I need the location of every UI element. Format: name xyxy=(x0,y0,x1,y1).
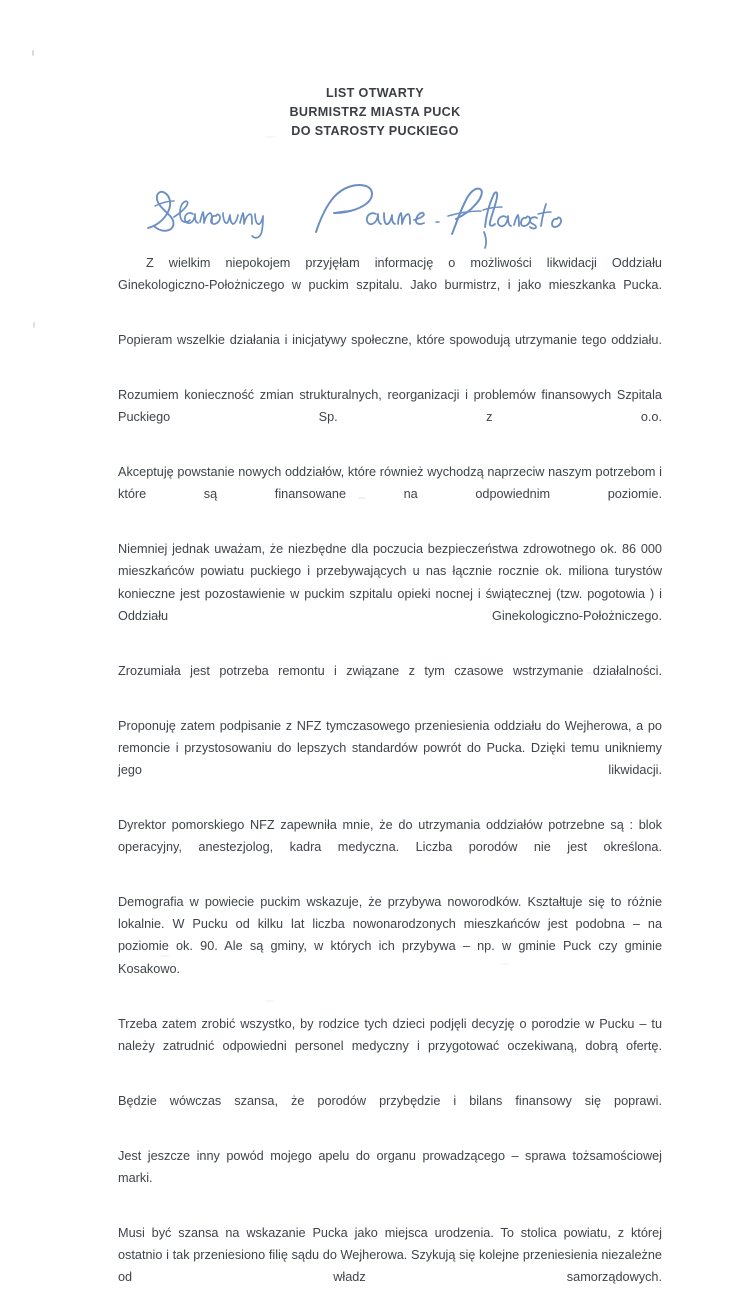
paragraph: Akceptuję powstanie nowych oddziałów, które również wychodzą naprzeciw naszym potrzebom i które są finansowane na odpowiednim poziomie. xyxy=(118,465,662,502)
paragraph: Dyrektor pomorskiego NFZ zapewniła mnie, że do utrzymania oddziałów potrzebne są : blok operacyjny, anestezjolog, kadra medyczna. Liczba porodów nie jest określona. xyxy=(118,817,662,855)
paragraph: Z wielkim niepokojem przyjęłam informację o możliwości likwidacji Oddziału Ginekologiczno-Położniczego w puckim szpitalu. Jako burmistrz, i jako mieszkanka Pucka. xyxy=(118,256,662,293)
letter-body xyxy=(118,252,662,1311)
document-heading xyxy=(0,84,750,141)
paragraph: Niemniej jednak uważam, że niezbędne dla poczucia bezpieczeństwa zdrowotnego ok. 86 000 mieszkańców powiatu puckiego i przebywających u nas łącznie rocznie ok. miliona turystów konieczne jest pozostawienie w puckim szpitalu opieki nocnej i świątecznej (tzw. pogotowia ) i Oddziału Ginekologiczno-Położniczego. xyxy=(118,542,662,623)
heading-line-1: LIST OTWARTY xyxy=(326,86,424,100)
scan-speck xyxy=(33,322,35,328)
paragraph: Rozumiem konieczność zmian strukturalnych, reorganizacji i problemów finansowych Szpitala Puckiego Sp. z o.o. xyxy=(118,388,662,425)
scan-speck xyxy=(32,50,34,56)
handwritten-salutation xyxy=(140,172,560,242)
paragraph: Demografia w powiecie puckim wskazuje, że przybywa noworodków. Kształtuje się to różnie lokalnie. W Pucku od kilku lat liczba nowonarodzonych mieszkańców jest podobna – na poziomie ok. 90. Ale są gminy, w których ich przybywa – np. w gminie Puck czy gminie Kosakowo. xyxy=(118,895,662,976)
heading-line-2: BURMISTRZ MIASTA PUCK xyxy=(289,105,461,119)
paragraph: Popieram wszelkie działania i inicjatywy społeczne, które spowodują utrzymanie tego oddziału. xyxy=(118,333,662,348)
paragraph: Proponuję zatem podpisanie z NFZ tymczasowego przeniesienia oddziału do Wejherowa, a po remoncie i przystosowaniu do lepszych standardów powrót do Pucka. Dzięki temu unikniemy jego likwidacji. xyxy=(118,718,662,778)
paragraph: Zrozumiała jest potrzeba remontu i związane z tym czasowe wstrzymanie działalności. xyxy=(118,663,662,678)
paragraph: Jest jeszcze inny powód mojego apelu do organu prowadzącego – sprawa tożsamościowej marki. xyxy=(118,1148,662,1185)
paragraph: Będzie wówczas szansa, że porodów przybędzie i bilans finansowy się poprawi. xyxy=(118,1093,662,1108)
heading-line-3: DO STAROSTY PUCKIEGO xyxy=(291,124,459,138)
paragraph: Musi być szansa na wskazanie Pucka jako miejsca urodzenia. To stolica powiatu, z której ostatnio i tak przeniesiono filię sądu do Wejherowa. Szykują się kolejne przeniesienia niezależne od władz samorządowych. xyxy=(118,1225,662,1285)
paragraph: Trzeba zatem zrobić wszystko, by rodzice tych dzieci podjęli decyzję o porodzie w Pucku – tu należy zatrudnić odpowiedni personel medyczny i przygotować oczekiwaną, dobrą ofertę. xyxy=(118,1016,662,1053)
